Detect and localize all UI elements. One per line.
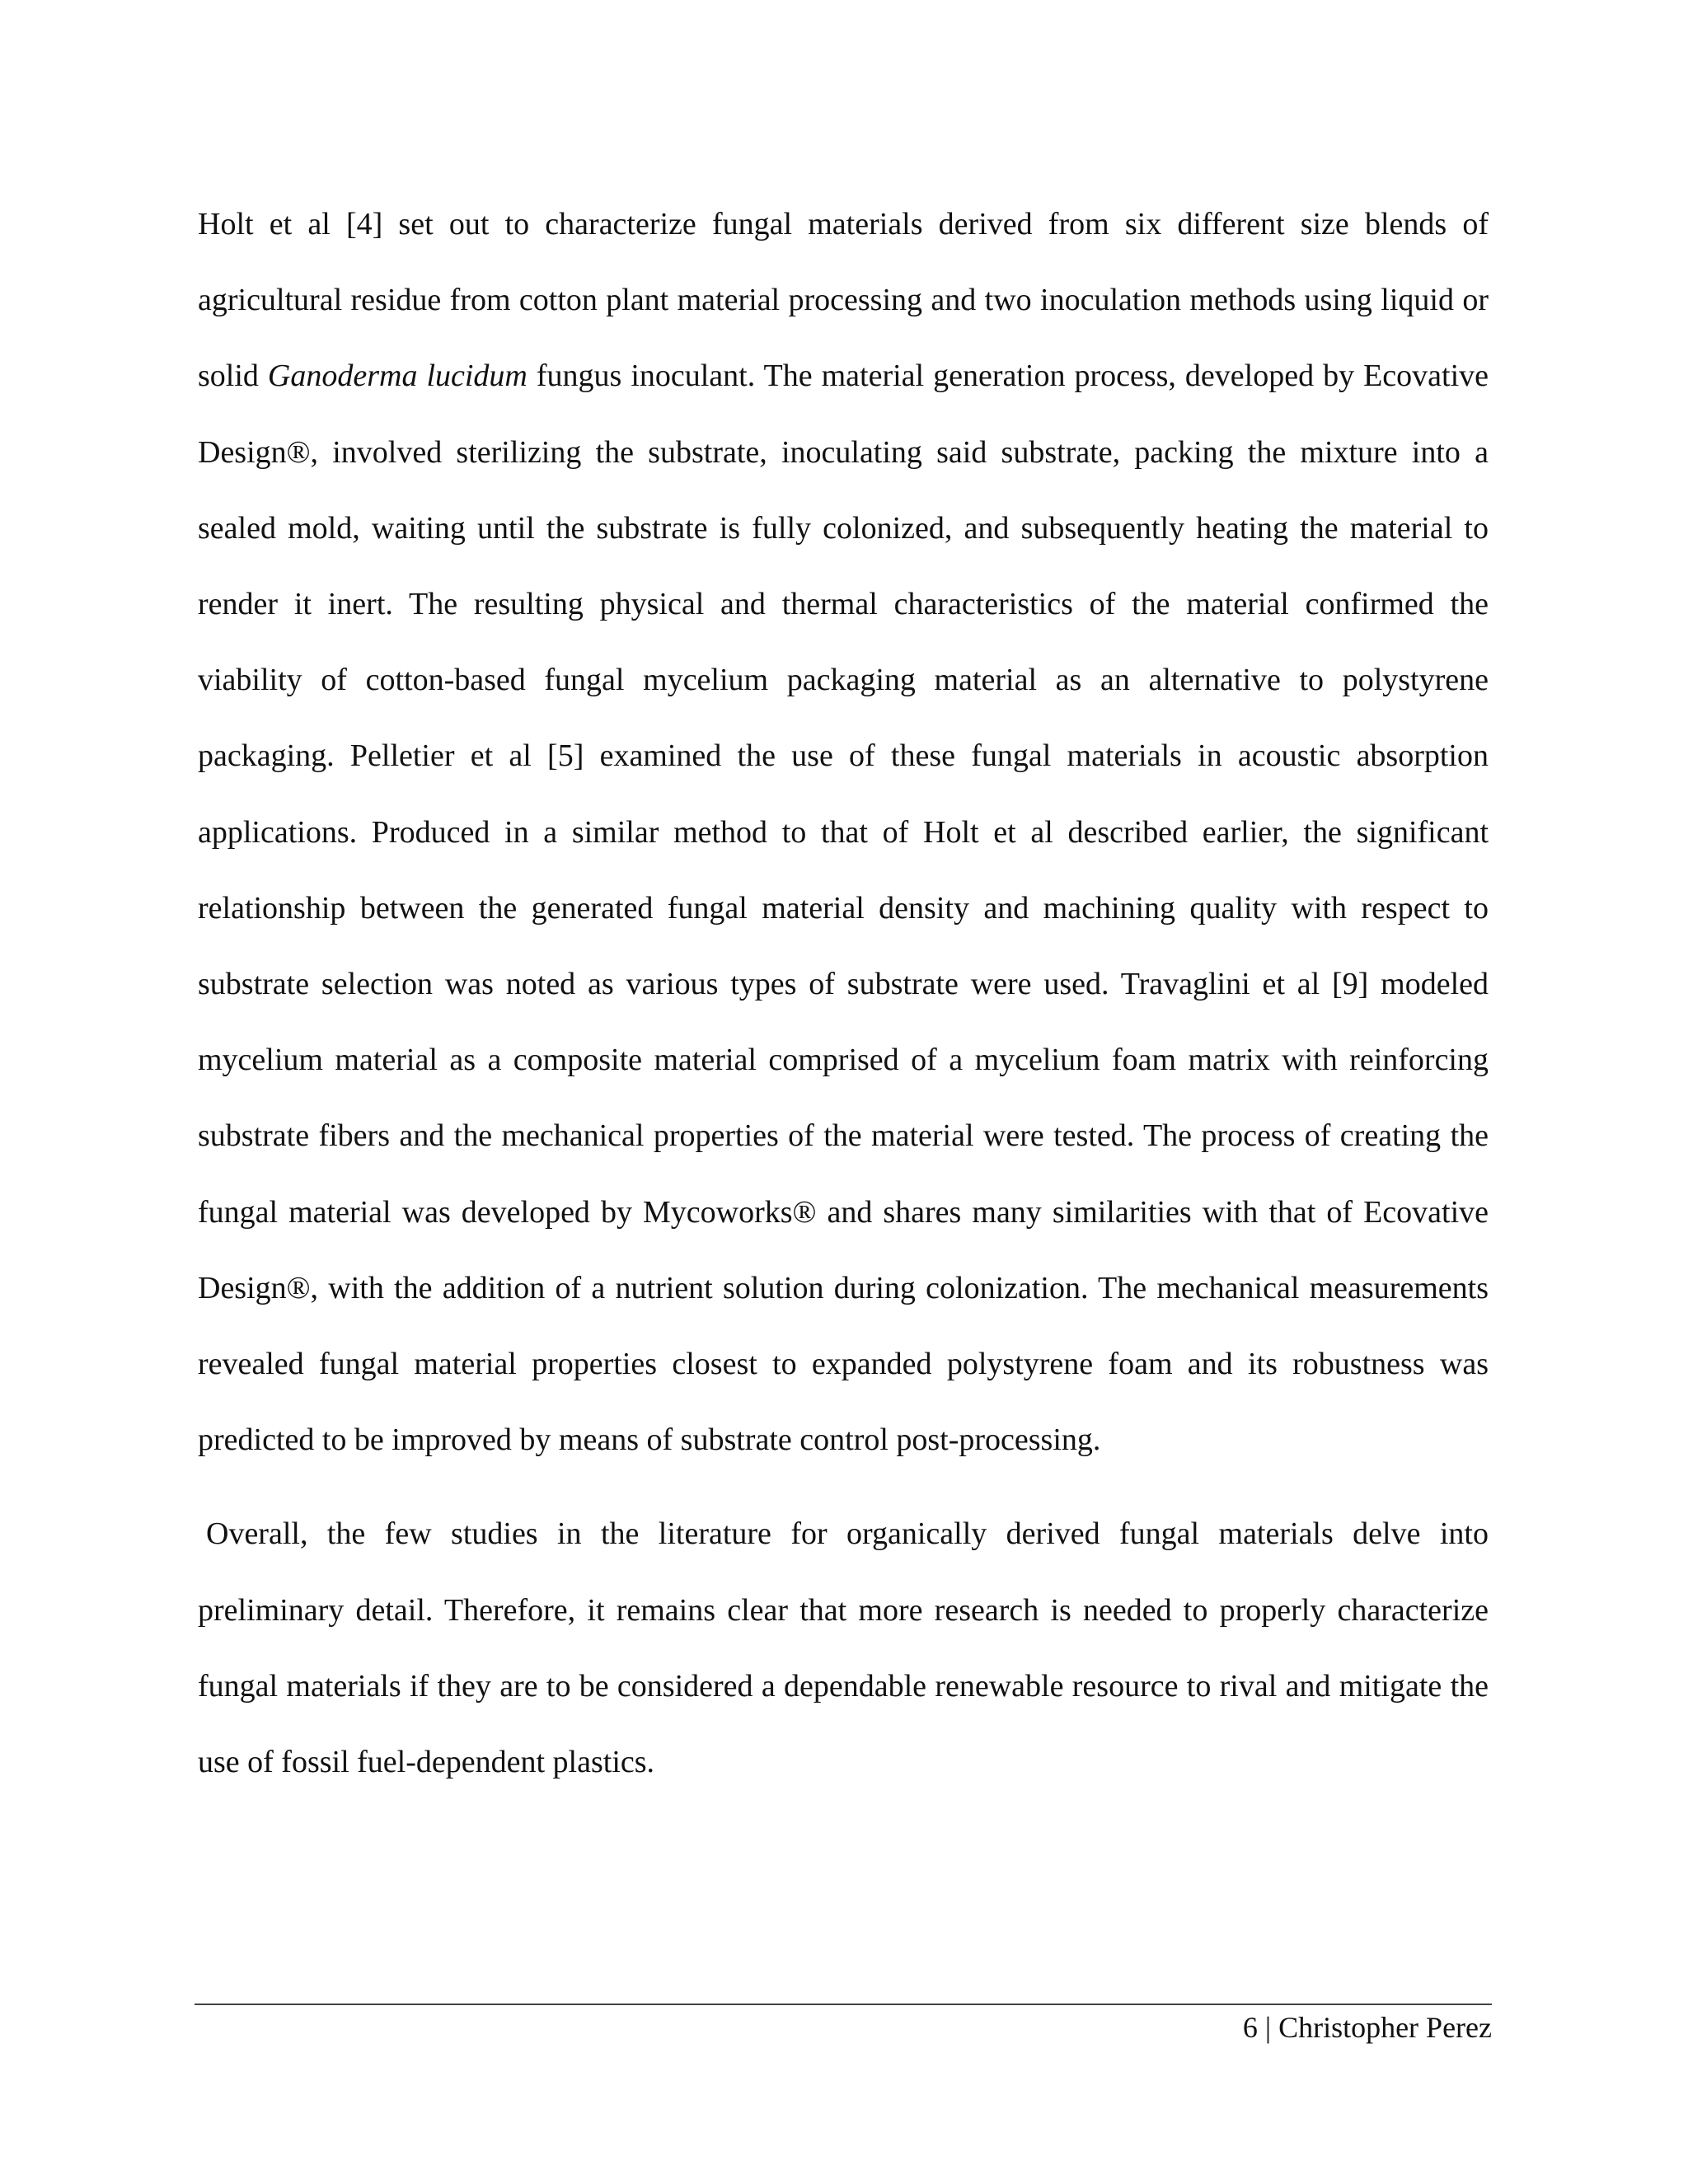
paragraph-conclusion — [198, 1496, 1489, 1800]
species-name-italic: Ganoderma lucidum — [267, 359, 528, 394]
footer-separator: | — [1264, 2011, 1272, 2044]
footer-divider — [195, 2004, 1492, 2005]
paragraph-2-text: Overall, the few studies in the literature for organically derived fungal materials delve into preliminary detail. Therefore, it remains clear that more research is needed to properly characterize fungal materials if they are to be considered a dependable renewable resource to rival and mitigate the use of fossil fuel-dependent plastics. — [198, 1516, 1489, 1780]
footer-author: Christopher Perez — [1278, 2011, 1492, 2044]
page-footer — [1243, 2008, 1492, 2047]
paragraph-literature-review — [198, 186, 1489, 1478]
paragraph-1-text-after: fungus inoculant. The material generation process, developed by Ecovative Design®, involved sterilizing the substrate, inoculating said substrate, packing the mixture into a sealed mold, waiting until the substrate is fully colonized, and subsequently heating the material to render it inert. The resulting physical and thermal characteristics of the material confirmed the viability of cotton-based fungal mycelium packaging material as an alternative to polystyrene packaging. Pelletier et al [5] examined the use of these fungal materials in acoustic absorption applications. Produced in a similar method to that of Holt et al described earlier, the significant relationship between the generated fungal material density and machining quality with respect to substrate selection was noted as various types of substrate were used. Travaglini et al [9] modeled mycelium material as a composite material comprised of a mycelium foam matrix with reinforcing substrate fibers and the mechanical properties of the material were tested. The process of creating the fungal material was developed by Mycoworks® and shares many similarities with that of Ecovative Design®, with the addition of a nutrient solution during colonization. The mechanical measurements revealed fungal material properties closest to expanded polystyrene foam and its robustness was predicted to be improved by means of substrate control post-processing. — [198, 359, 1489, 1458]
body-text — [198, 186, 1489, 1800]
paragraph-1-text-before: Holt et al [4] set out to characterize fungal materials derived from six different size blends of agricultural residue from cotton plant material processing and two inoculation methods using liquid or solid — [198, 207, 1489, 394]
page-number: 6 — [1242, 2011, 1258, 2044]
